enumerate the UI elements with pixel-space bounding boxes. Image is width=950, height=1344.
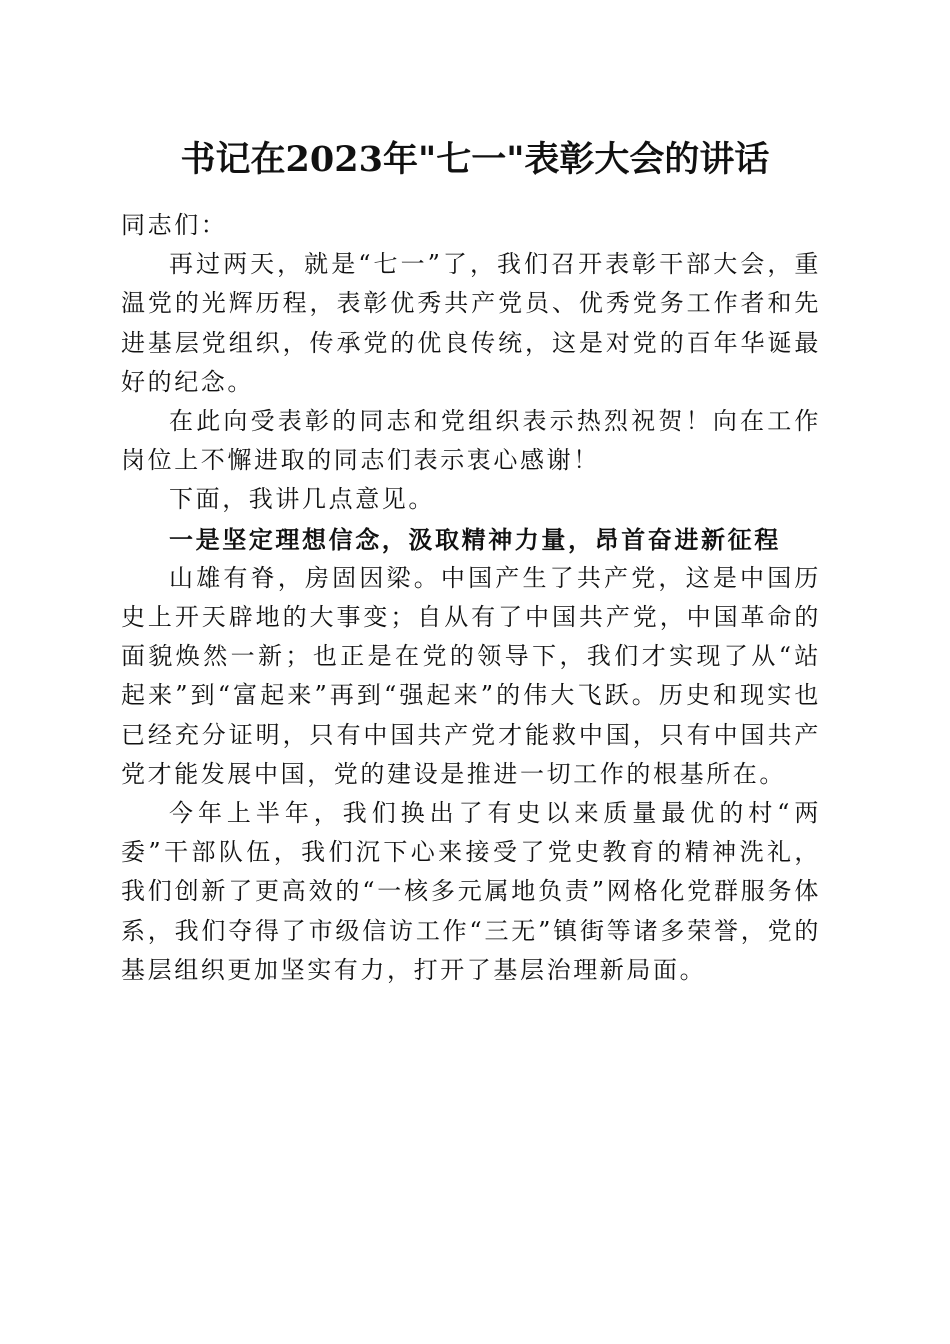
document-title: 书记在2023年"七一"表彰大会的讲话 [180, 139, 770, 180]
paragraph-opinions: 下面，我讲几点意见。 [169, 485, 435, 514]
paragraph-intro: 再过两天，就是“七一”了，我们召开表彰干部大会，重温党的光辉历程，表彰优秀共产党员、优秀党务工作者和先进基层党组织，传承党的优良传统，这是对党的百年华诞最好的纪念。 [121, 250, 821, 396]
document-body [121, 206, 821, 990]
section-heading: 一是坚定理想信念，汲取精神力量，昂首奋进新征程 [169, 524, 781, 554]
paragraph-achievements: 今年上半年，我们换出了有史以来质量最优的村“两委”干部队伍，我们沉下心来接受了党史教育的精神洗礼，我们创新了更高效的“一核多元属地负责”网格化党群服务体系，我们夺得了市级信访工作“三无”镇街等诸多荣誉，党的基层组织更加坚实有力，打开了基层治理新局面。 [121, 799, 821, 984]
paragraph-congratulations: 在此向受表彰的同志和党组织表示热烈祝贺！向在工作岗位上不懈进取的同志们表示衷心感谢！ [121, 407, 821, 475]
salutation: 同志们： [121, 211, 228, 239]
paragraph-history: 山雄有脊，房固因梁。中国产生了共产党，这是中国历史上开天辟地的大事变；自从有了中国共产党，中国革命的面貌焕然一新；也正是在党的领导下，我们才实现了从“站起来”到“富起来”再到“强起来”的伟大飞跃。历史和现实也已经充分证明，只有中国共产党才能救中国，只有中国共产党才能发展中国，党的建设是推进一切工作的根基所在。 [121, 563, 821, 788]
